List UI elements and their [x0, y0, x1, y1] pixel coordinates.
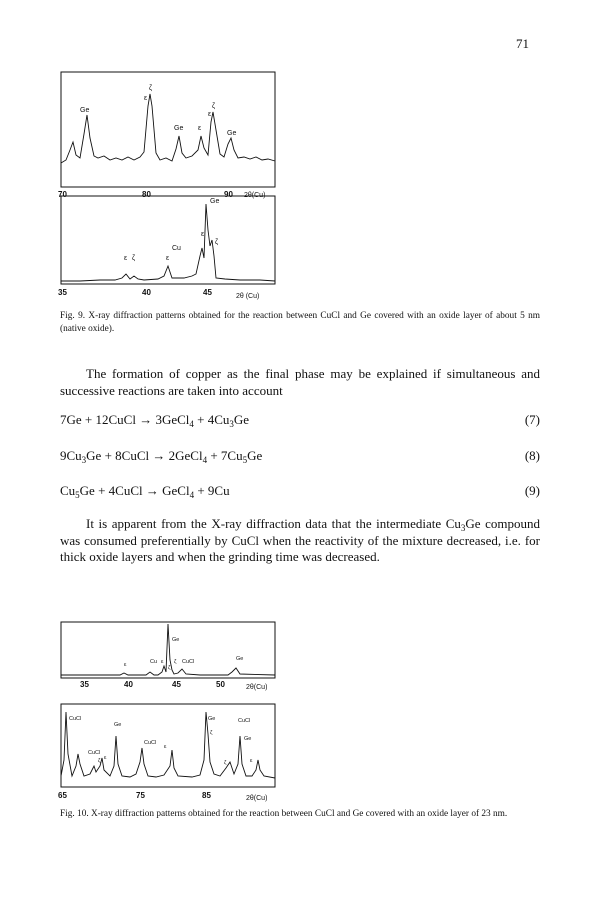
peak-label-zeta: ζ: [212, 103, 216, 110]
equation-number: (7): [524, 412, 540, 427]
peak-label-cucl: CuCl: [182, 659, 195, 665]
peak-label-epsilon: ε: [164, 744, 167, 750]
peak-label-ge: Ge: [174, 125, 184, 132]
equation-expression: 7Ge + 12CuCl → 3GeCl$_4$ + $4Cu_3Ge$: [60, 412, 250, 429]
tick-label: 35: [58, 288, 67, 297]
x-axis-ticks: [80, 680, 225, 689]
peak-label-epsilon: ε: [201, 231, 205, 238]
tick-label: 85: [202, 791, 211, 800]
tick-label: 50: [216, 680, 225, 689]
peak-label-epsilon: ε: [250, 758, 253, 764]
peak-label-epsilon: ε: [198, 125, 202, 132]
peak-label-zeta: ζ: [174, 659, 177, 665]
peak-label-epsilon: ε: [166, 255, 170, 262]
fig10-bottom-peak-labels: [69, 716, 253, 766]
peak-label-zeta: ζ: [149, 85, 153, 92]
tick-label: 45: [172, 680, 181, 689]
tick-label: 35: [80, 680, 89, 689]
fig9-caption: Fig. 9. X-ray diffraction patterns obtained for the reaction between CuCl and Ge covered with an oxide layer of about 5 nm (native oxide).: [60, 311, 540, 334]
peak-label-ge: Ge: [244, 736, 252, 742]
peak-label-cucl: CuCl: [144, 740, 157, 746]
peak-label-epsilon: ε: [161, 659, 164, 665]
diffraction-trace: [61, 94, 275, 163]
tick-label: 75: [136, 791, 145, 800]
x-axis-label: 2θ(Cu): [246, 795, 268, 802]
equation-8: [60, 448, 540, 466]
fig9-top-peak-labels: [80, 85, 236, 137]
equation-expression: $Cu_5Ge$ + 4CuCl → GeCl$_4$ + 9Cu: [60, 483, 230, 500]
tick-label: 40: [142, 288, 151, 297]
tick-label: 45: [203, 288, 212, 297]
peak-label-epsilon: ε: [144, 95, 148, 102]
x-axis-label: 2θ(Cu): [244, 192, 266, 199]
peak-label-ge: Ge: [208, 716, 216, 722]
peak-label-zeta: ζ: [168, 665, 171, 671]
peak-label-ge: Ge: [210, 198, 220, 205]
peak-label-ge: Ge: [227, 130, 237, 137]
tick-label: 40: [124, 680, 133, 689]
peak-label-cucl: CuCl: [238, 718, 251, 724]
peak-label-zeta: ζ: [215, 239, 219, 246]
body-paragraph: It is apparent from the X-ray diffraction data that the intermediate $Cu_3Ge$ compound was consumed preferentially by CuCl when the reactivity of the mixture decreased, i.e. for thick oxide layers and when the grinding time was decreased.: [60, 516, 540, 564]
peak-label-ge: Ge: [236, 656, 244, 662]
fig10-bottom-panel: [60, 704, 540, 806]
plot-frame: [61, 196, 275, 284]
peak-label-zeta: ζ: [210, 730, 213, 736]
x-axis-label: 2θ (Cu): [236, 293, 260, 300]
peak-label-epsilon: ε: [124, 255, 128, 262]
peak-label-ge: Ge: [80, 107, 90, 114]
fig10-caption: Fig. 10. X-ray diffraction patterns obtained for the reaction between CuCl and Ge covered with an oxide layer of 23 nm.: [60, 809, 508, 819]
page-number: 71: [516, 36, 529, 51]
peak-label-ge: Ge: [114, 722, 122, 728]
fig10-top-panel: [60, 622, 540, 694]
equation-expression: $9Cu_3Ge$ + 8CuCl → 2GeCl$_4$ + $7Cu_5Ge$: [60, 448, 263, 465]
peak-label-cu: Cu: [150, 659, 158, 665]
peak-label-cucl: CuCl: [69, 716, 82, 722]
plot-frame: [61, 72, 275, 187]
equation-number: (9): [524, 483, 540, 498]
fig9-top-panel: [60, 60, 540, 200]
diffraction-trace: [61, 204, 275, 281]
x-axis-label: 2θ(Cu): [246, 684, 268, 691]
peak-label-epsilon: ε: [104, 755, 107, 761]
body-paragraph: The formation of copper as the final phase may be explained if simultaneous and successive reactions are taken into account: [60, 366, 540, 398]
fig9-bottom-panel: [60, 196, 540, 306]
peak-label-zeta: ζ: [224, 760, 227, 766]
x-axis-ticks: [58, 791, 211, 800]
tick-label: 65: [58, 791, 67, 800]
peak-label-epsilon: ε: [208, 111, 212, 118]
peak-label-cucl: CuCl: [88, 750, 101, 756]
peak-label-epsilon: ε: [124, 662, 127, 668]
equation-7: [60, 412, 540, 430]
tick-label: 90: [224, 190, 233, 199]
peak-label-ge: Ge: [172, 637, 180, 643]
tick-label: 70: [58, 190, 67, 199]
fig10-top-peak-labels: [124, 637, 243, 671]
tick-label: 80: [142, 190, 151, 199]
peak-label-cu: Cu: [172, 245, 181, 252]
equation-number: (8): [524, 448, 540, 463]
peak-label-zeta: ζ: [132, 255, 136, 262]
plot-frame: [61, 704, 275, 787]
equation-9: [60, 483, 540, 501]
peak-label-zeta: ζ: [98, 758, 101, 764]
x-axis-ticks: [58, 288, 212, 297]
